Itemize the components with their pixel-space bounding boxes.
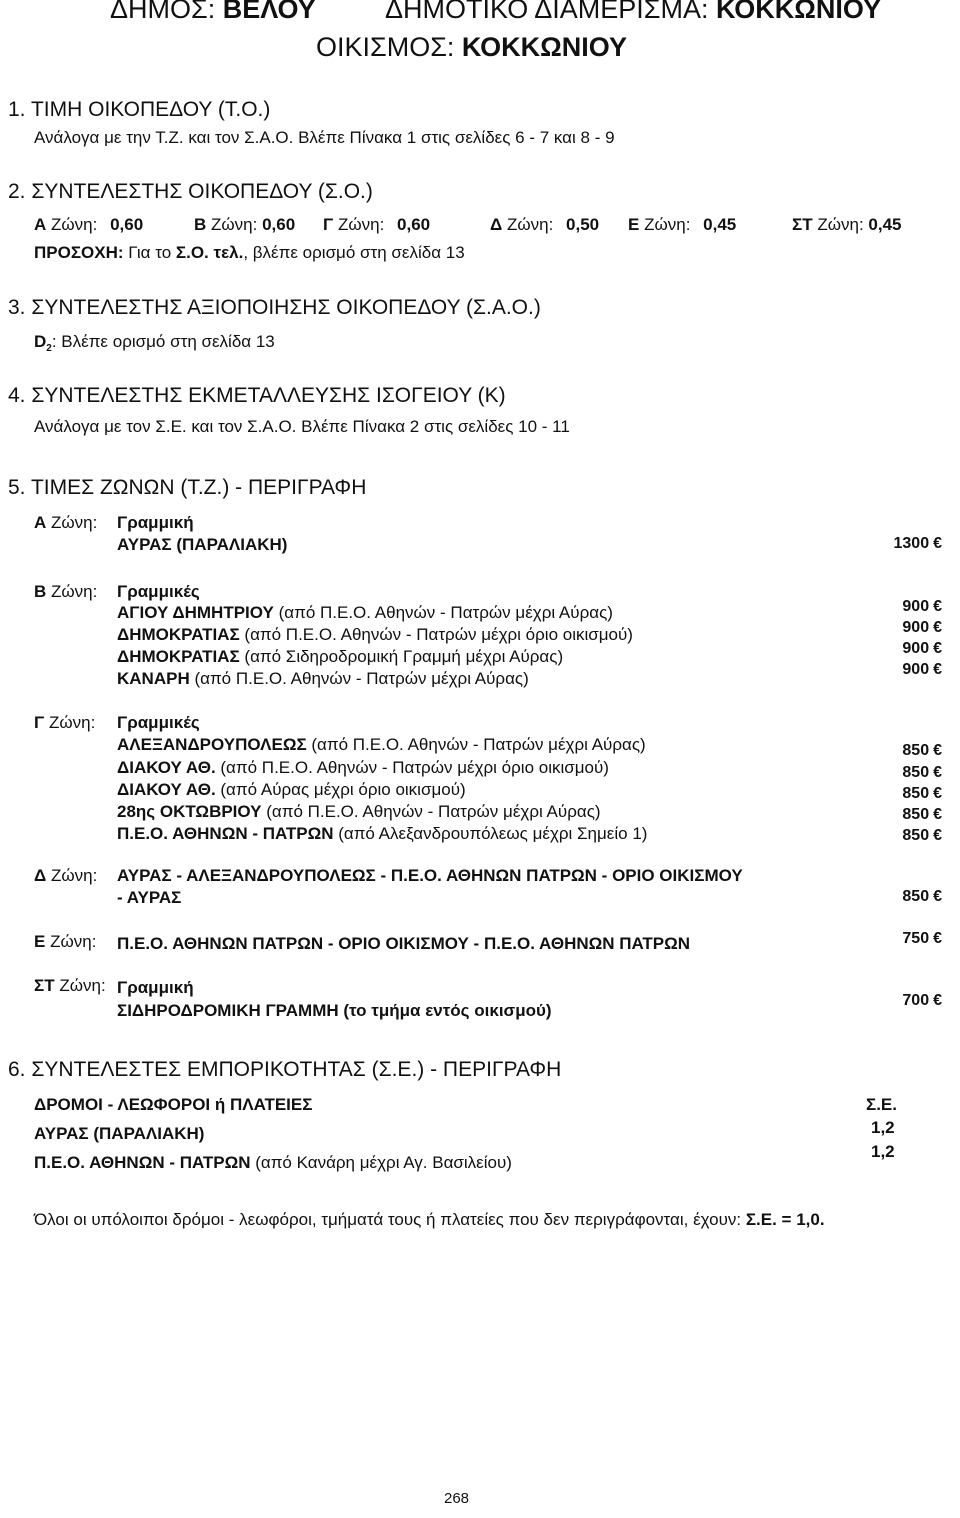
zone-e-price: 750 € (902, 930, 942, 947)
s6-row-2-value: 1,2 (871, 1142, 895, 1161)
zone-st-label: ΣΤ Ζώνη: (34, 976, 106, 995)
zone-b-line-3: ΔΗΜΟΚΡΑΤΙΑΣ (από Σιδηροδρομική Γραμμή μέχρι Αύρας) (117, 647, 564, 666)
zone-c-line-3: ΔΙΑΚΟΥ ΑΘ. (από Αύρας μέχρι όριο οικισμού) (117, 780, 466, 799)
zone-b-price-1: 900 € (902, 598, 942, 615)
zone-c-line-1: ΑΛΕΞΑΝΔΡΟΥΠΟΛΕΩΣ (από Π.Ε.Ο. Αθηνών - Πατρών μέχρι Αύρας) (117, 735, 646, 754)
section-5-title: 5. ΤΙΜΕΣ ΖΩΝΩΝ (Τ.Ζ.) - ΠΕΡΙΓΡΑΦΗ (8, 476, 367, 499)
zone-b-line-2: ΔΗΜΟΚΡΑΤΙΑΣ (από Π.Ε.Ο. Αθηνών - Πατρών μέχρι όριο οικισμού) (117, 625, 633, 644)
zone-so-c: Γ Ζώνη: 0,60 (323, 215, 431, 234)
zone-c-line-2: ΔΙΑΚΟΥ ΑΘ. (από Π.Ε.Ο. Αθηνών - Πατρών μέχρι όριο οικισμού) (117, 758, 609, 777)
section-1-text: Ανάλογα με την Τ.Ζ. και τον Σ.Α.Ο. Βλέπε Πίνακα 1 στις σελίδες 6 - 7 και 8 - 9 (34, 128, 615, 147)
s6-row-1: ΑΥΡΑΣ (ΠΑΡΑΛΙΑΚΗ) (34, 1124, 205, 1143)
zone-b-price-3: 900 € (902, 640, 942, 657)
zone-c-price-5: 850 € (902, 827, 942, 844)
s6-col-left-header: ΔΡΟΜΟΙ - ΛΕΩΦΟΡΟΙ ή ΠΛΑΤΕΙΕΣ (34, 1095, 313, 1114)
section-4-text: Ανάλογα με τον Σ.Ε. και τον Σ.Α.Ο. Βλέπε Πίνακα 2 στις σελίδες 10 - 11 (34, 417, 570, 436)
section-2-note: ΠΡΟΣΟΧΗ: Για το Σ.Ο. τελ., βλέπε ορισμό στη σελίδα 13 (34, 243, 465, 262)
diamerisma-label: ΔΗΜΟΤΙΚΟ ΔΙΑΜΕΡΙΣΜΑ: (385, 0, 709, 24)
zone-st-heading: Γραμμική (117, 978, 194, 997)
zone-c-price-4: 850 € (902, 806, 942, 823)
zone-a-line: ΑΥΡΑΣ (ΠΑΡΑΛΙΑΚΗ) (117, 535, 288, 554)
zone-d-line-2: - ΑΥΡΑΣ (117, 888, 182, 907)
zone-d-price: 850 € (902, 888, 942, 905)
zone-b-price-4: 900 € (902, 661, 942, 678)
zone-a-label: Α Ζώνη: (34, 513, 98, 532)
zone-a-heading: Γραμμική (117, 513, 194, 532)
section-3-text: $D_2$: Βλέπε ορισμό στη σελίδα 13 (34, 332, 275, 354)
zone-c-line-5: Π.Ε.Ο. ΑΘΗΝΩΝ - ΠΑΤΡΩΝ (από Αλεξανδρουπόλεως μέχρι Σημείο 1) (117, 824, 648, 843)
diamerisma-value: ΚΟΚΚΩΝΙΟΥ (715, 0, 882, 24)
zone-c-heading: Γραμμικές (117, 713, 200, 732)
zone-so-d: Δ Ζώνη: 0,50 (490, 215, 600, 234)
oikismos-value: ΚΟΚΚΩΝΙΟΥ (461, 32, 628, 62)
zone-d-line-1: ΑΥΡΑΣ - ΑΛΕΞΑΝΔΡΟΥΠΟΛΕΩΣ - Π.Ε.Ο. ΑΘΗΝΩΝ ΠΑΤΡΩΝ - ΟΡΙΟ ΟΙΚΙΣΜΟΥ (117, 866, 743, 885)
page-number: 268 (444, 1490, 470, 1507)
dimos-value: ΒΕΛΟΥ (222, 0, 316, 24)
zone-c-price-3: 850 € (902, 785, 942, 802)
section-4-title: 4. ΣΥΝΤΕΛΕΣΤΗΣ ΕΚΜΕΤΑΛΛΕΥΣΗΣ ΙΣΟΓΕΙΟΥ (Κ) (8, 384, 506, 407)
zone-c-line-4: 28ης ΟΚΤΩΒΡΙΟΥ (από Π.Ε.Ο. Αθηνών - Πατρών μέχρι Αύρας) (117, 802, 601, 821)
s6-footer: Όλοι οι υπόλοιποι δρόμοι - λεωφόροι, τμήματά τους ή πλατείες που δεν περιγράφονται, έχουν: Σ.Ε. = 1,0. (34, 1210, 825, 1229)
zone-d-label: Δ Ζώνη: (34, 866, 98, 885)
header-oikismos (316, 32, 627, 63)
zone-b-line-1: ΑΓΙΟΥ ΔΗΜΗΤΡΙΟΥ (από Π.Ε.Ο. Αθηνών - Πατρών μέχρι Αύρας) (117, 603, 613, 622)
zone-c-label: Γ Ζώνη: (34, 713, 96, 732)
zone-b-heading: Γραμμικές (117, 582, 200, 601)
zone-e-label: Ε Ζώνη: (34, 932, 97, 951)
zone-b-price-2: 900 € (902, 619, 942, 636)
zone-st-line: ΣΙΔΗΡΟΔΡΟΜΙΚΗ ΓΡΑΜΜΗ (το τμήμα εντός οικισμού) (117, 1001, 552, 1020)
zone-so-st: ΣΤ Ζώνη: 0,45 (792, 215, 902, 234)
zone-so-e: Ε Ζώνη: 0,45 (628, 215, 737, 234)
zone-b-line-4: ΚΑΝΑΡΗ (από Π.Ε.Ο. Αθηνών - Πατρών μέχρι Αύρας) (117, 669, 529, 688)
section-3-title: 3. ΣΥΝΤΕΛΕΣΤΗΣ ΑΞΙΟΠΟΙΗΣΗΣ ΟΙΚΟΠΕΔΟΥ (Σ.Α.Ο.) (8, 296, 541, 319)
zone-so-b: Β Ζώνη: 0,60 (194, 215, 296, 234)
header-diamerisma (385, 0, 881, 25)
zone-a-price: 1300 € (893, 535, 942, 552)
dimos-label: ΔΗΜΟΣ: (110, 0, 216, 24)
zone-c-price-2: 850 € (902, 764, 942, 781)
section-2-title: 2. ΣΥΝΤΕΛΕΣΤΗΣ ΟΙΚΟΠΕΔΟΥ (Σ.Ο.) (8, 180, 373, 203)
s6-col-right-header: Σ.Ε. (866, 1095, 897, 1114)
s6-row-1-value: 1,2 (871, 1118, 895, 1137)
zone-so-a: Α Ζώνη: 0,60 (34, 215, 144, 234)
zone-e-line: Π.Ε.Ο. ΑΘΗΝΩΝ ΠΑΤΡΩΝ - ΟΡΙΟ ΟΙΚΙΣΜΟΥ - Π.Ε.Ο. ΑΘΗΝΩΝ ΠΑΤΡΩΝ (117, 934, 691, 953)
header-dimos (110, 0, 316, 25)
zone-b-label: Β Ζώνη: (34, 582, 98, 601)
section-1-title: 1. ΤΙΜΗ ΟΙΚΟΠΕΔΟΥ (Τ.Ο.) (8, 98, 271, 121)
zone-c-price-1: 850 € (902, 742, 942, 759)
oikismos-label: ΟΙΚΙΣΜΟΣ: (316, 32, 455, 62)
section-6-title: 6. ΣΥΝΤΕΛΕΣΤΕΣ ΕΜΠΟΡΙΚΟΤΗΤΑΣ (Σ.Ε.) - ΠΕΡΙΓΡΑΦΗ (8, 1058, 562, 1081)
s6-row-2: Π.Ε.Ο. ΑΘΗΝΩΝ - ΠΑΤΡΩΝ (από Κανάρη μέχρι Αγ. Βασιλείου) (34, 1153, 512, 1172)
zone-st-price: 700 € (902, 992, 942, 1009)
